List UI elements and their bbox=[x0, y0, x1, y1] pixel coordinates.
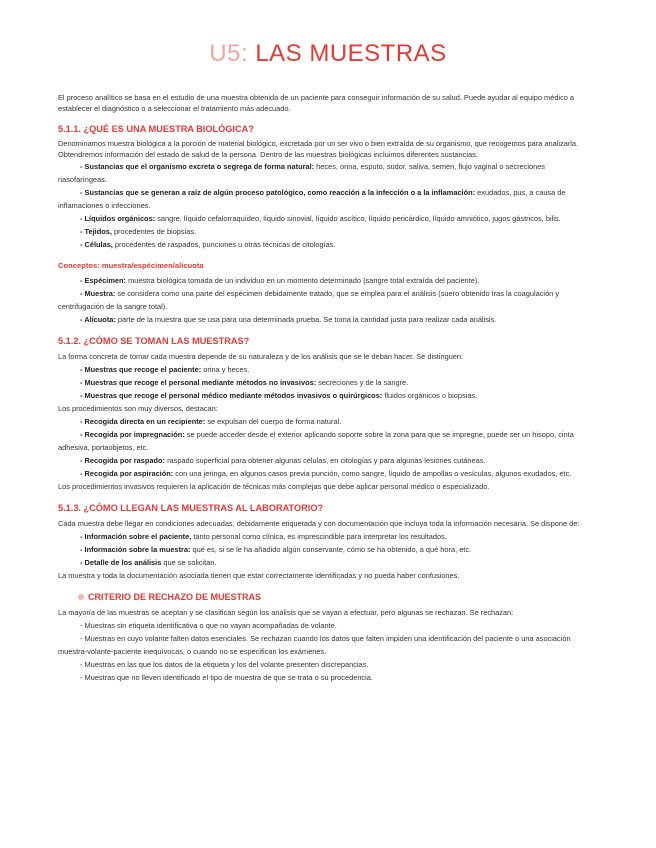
list-item-cont: nasofaríngeas. bbox=[58, 175, 107, 184]
section-heading-2: 5.1.2. ¿CÓMO SE TOMAN LAS MUESTRAS? bbox=[58, 336, 250, 346]
list-item: - Alícuota: parte de la muestra que se usa para una determinada prueba. Se toma la cantidad justa para realizar cada análisis. bbox=[80, 315, 497, 324]
list-item: - Sustancias que se generan a raíz de algún proceso patológico, como reacción a la infección o a la inflamación: exudados, pus, a causa de bbox=[80, 188, 566, 197]
s2-paragraph-3: Los procedimientos invasivos requieren la aplicación de técnicas más complejas que debe aplicar personal médico o especializado. bbox=[58, 482, 490, 491]
list-item: - Recogida por impregnación: se puede acceder desde el exterior aplicando soporte sobre la zona para que se impregne, puede ser un hisopo, cinta bbox=[80, 430, 574, 439]
list-item: - Espécimen: muestra biológica tomada de un individuo en un momento determinado (sangre total extraída del paciente). bbox=[80, 276, 480, 285]
s1-paragraph-1: Denominamos muestra biológica a la porción de material biológico, excretada por un ser vivo o bien extraída de su organismo, que recogemos para analizarla. bbox=[58, 139, 579, 148]
list-item: - Muestras que recoge el personal mediante métodos no invasivos: secreciones y de la sangre. bbox=[80, 378, 409, 387]
concepts-heading: Conceptos: muestra/espécimen/alícuota bbox=[58, 261, 204, 270]
list-item: - Información sobre el paciente, tanto personal como clínica, es imprescindible para interpretar los resultados. bbox=[80, 532, 447, 541]
list-item: - Muestra: se considera como una parte del espécimen debidamente tratado, que se emplea para el análisis (suero obtenido tras la coagulación y bbox=[80, 289, 560, 298]
list-item: - Muestras que recoge el paciente: orina y heces. bbox=[80, 365, 250, 374]
page-title bbox=[58, 40, 598, 68]
list-item: - Recogida por aspiración: con una jeringa, en algunos casos previa punción, como sangre, líquido de ampollas o vesículas, algunos exudados, etc. bbox=[80, 469, 572, 478]
intro-line-1: El proceso analítico se basa en el estudio de una muestra obtenida de un paciente para conseguir información de su salud. Puede ayudar al equipo médico a bbox=[58, 93, 575, 102]
list-item: - Muestras que no lleven identificado el tipo de muestra de que se trata o su procedencia. bbox=[80, 673, 373, 682]
list-item: - Líquidos orgánicos: sangre, líquido cefalorraquídeo, líquido sinovial, líquido ascítico, líquido pericárdico, líquido amniótico, jugos gástricos, bilis. bbox=[80, 214, 561, 223]
subsection-heading: CRITERIO DE RECHAZO DE MUESTRAS bbox=[78, 591, 598, 603]
s2-paragraph-2: Los procedimientos son muy diversos, destacan: bbox=[58, 404, 218, 413]
list-item: - Muestras sin etiqueta identificativa o que no vayan acompañadas de volante. bbox=[80, 621, 337, 630]
title-text: LAS MUESTRAS bbox=[255, 40, 447, 67]
list-item-cont: adhesiva, portaobjetos, etc. bbox=[58, 443, 149, 452]
section-heading-3: 5.1.3. ¿CÓMO LLEGAN LAS MUESTRAS AL LABORATORIO? bbox=[58, 503, 324, 513]
list-item: - Células, procedentes de raspados, punciones u otras técnicas de citologías. bbox=[80, 240, 336, 249]
list-item: - Recogida directa en un recipiente: se expulsan del cuerpo de forma natural. bbox=[80, 417, 342, 426]
list-item: - Detalle de los análisis que se solicitan. bbox=[80, 558, 217, 567]
s3-paragraph-2: La muestra y toda la documentación asociada tienen que estar correctamente identificadas y no pueda haber confusiones. bbox=[58, 571, 460, 580]
list-item: - Sustancias que el organismo excreta o segrega de forma natural: heces, orina, esputo, sudor, saliva, semen, flujo vaginal o secreciones bbox=[80, 162, 546, 171]
s4-paragraph-1: La mayoría de las muestras se aceptan y se clasifican según los análisis que se vayan a efectuar, pero algunas se rechazan. Se rechazan: bbox=[58, 608, 514, 617]
list-item-cont: muestra-volante-paciente inequívocas, o cuando no se especifican los exámenes. bbox=[58, 647, 327, 656]
s1-paragraph-2: Obtendremos información del estado de salud de la persona. Dentro de las muestras biológicas incluimos diferentes sustancias: bbox=[58, 150, 478, 159]
list-item-cont: centrifugación de la sangre total). bbox=[58, 302, 168, 311]
s2-paragraph-1: La forma concreta de tomar cada muestra depende de su naturaleza y de los análisis que se le deban hacer. Se distinguen: bbox=[58, 352, 464, 361]
list-item-cont: inflamaciones o infecciones. bbox=[58, 201, 151, 210]
list-item: - Muestras en cuyo volante falten datos esenciales. Se rechazan cuando los datos que falten impiden una identificación del paciente o una asociación bbox=[80, 634, 571, 643]
s3-paragraph-1: Cada muestra debe llegar en condiciones adecuadas, debidamente etiquetada y con documentación que incluya toda la información necesaria. Se dispone de: bbox=[58, 519, 580, 528]
title-unit: U5: bbox=[209, 40, 249, 67]
list-item: - Muestras en las que los datos de la etiqueta y los del volante presenten discrepancias. bbox=[80, 660, 369, 669]
list-item: - Recogida por raspado: raspado superficial para obtener algunas células, en citologías y para algunas lesiones cutáneas. bbox=[80, 456, 486, 465]
bullet-dot-icon bbox=[78, 594, 84, 600]
list-item: - Muestras que recoge el personal médico mediante métodos invasivos o quirúrgicos: fluidos orgánicos o biopsias. bbox=[80, 391, 478, 400]
list-item: - Tejidos, procedentes de biopsias. bbox=[80, 227, 197, 236]
list-item: - Información sobre la muestra: qué es, si se le ha añadido algún conservante, cómo se ha obtenido, a qué hora, etc. bbox=[80, 545, 472, 554]
intro-line-2: establecer el diagnóstico o a seleccionar el tratamiento más adecuado. bbox=[58, 104, 291, 113]
section-heading-1: 5.1.1. ¿QUÉ ES UNA MUESTRA BIOLÓGICA? bbox=[58, 124, 254, 134]
